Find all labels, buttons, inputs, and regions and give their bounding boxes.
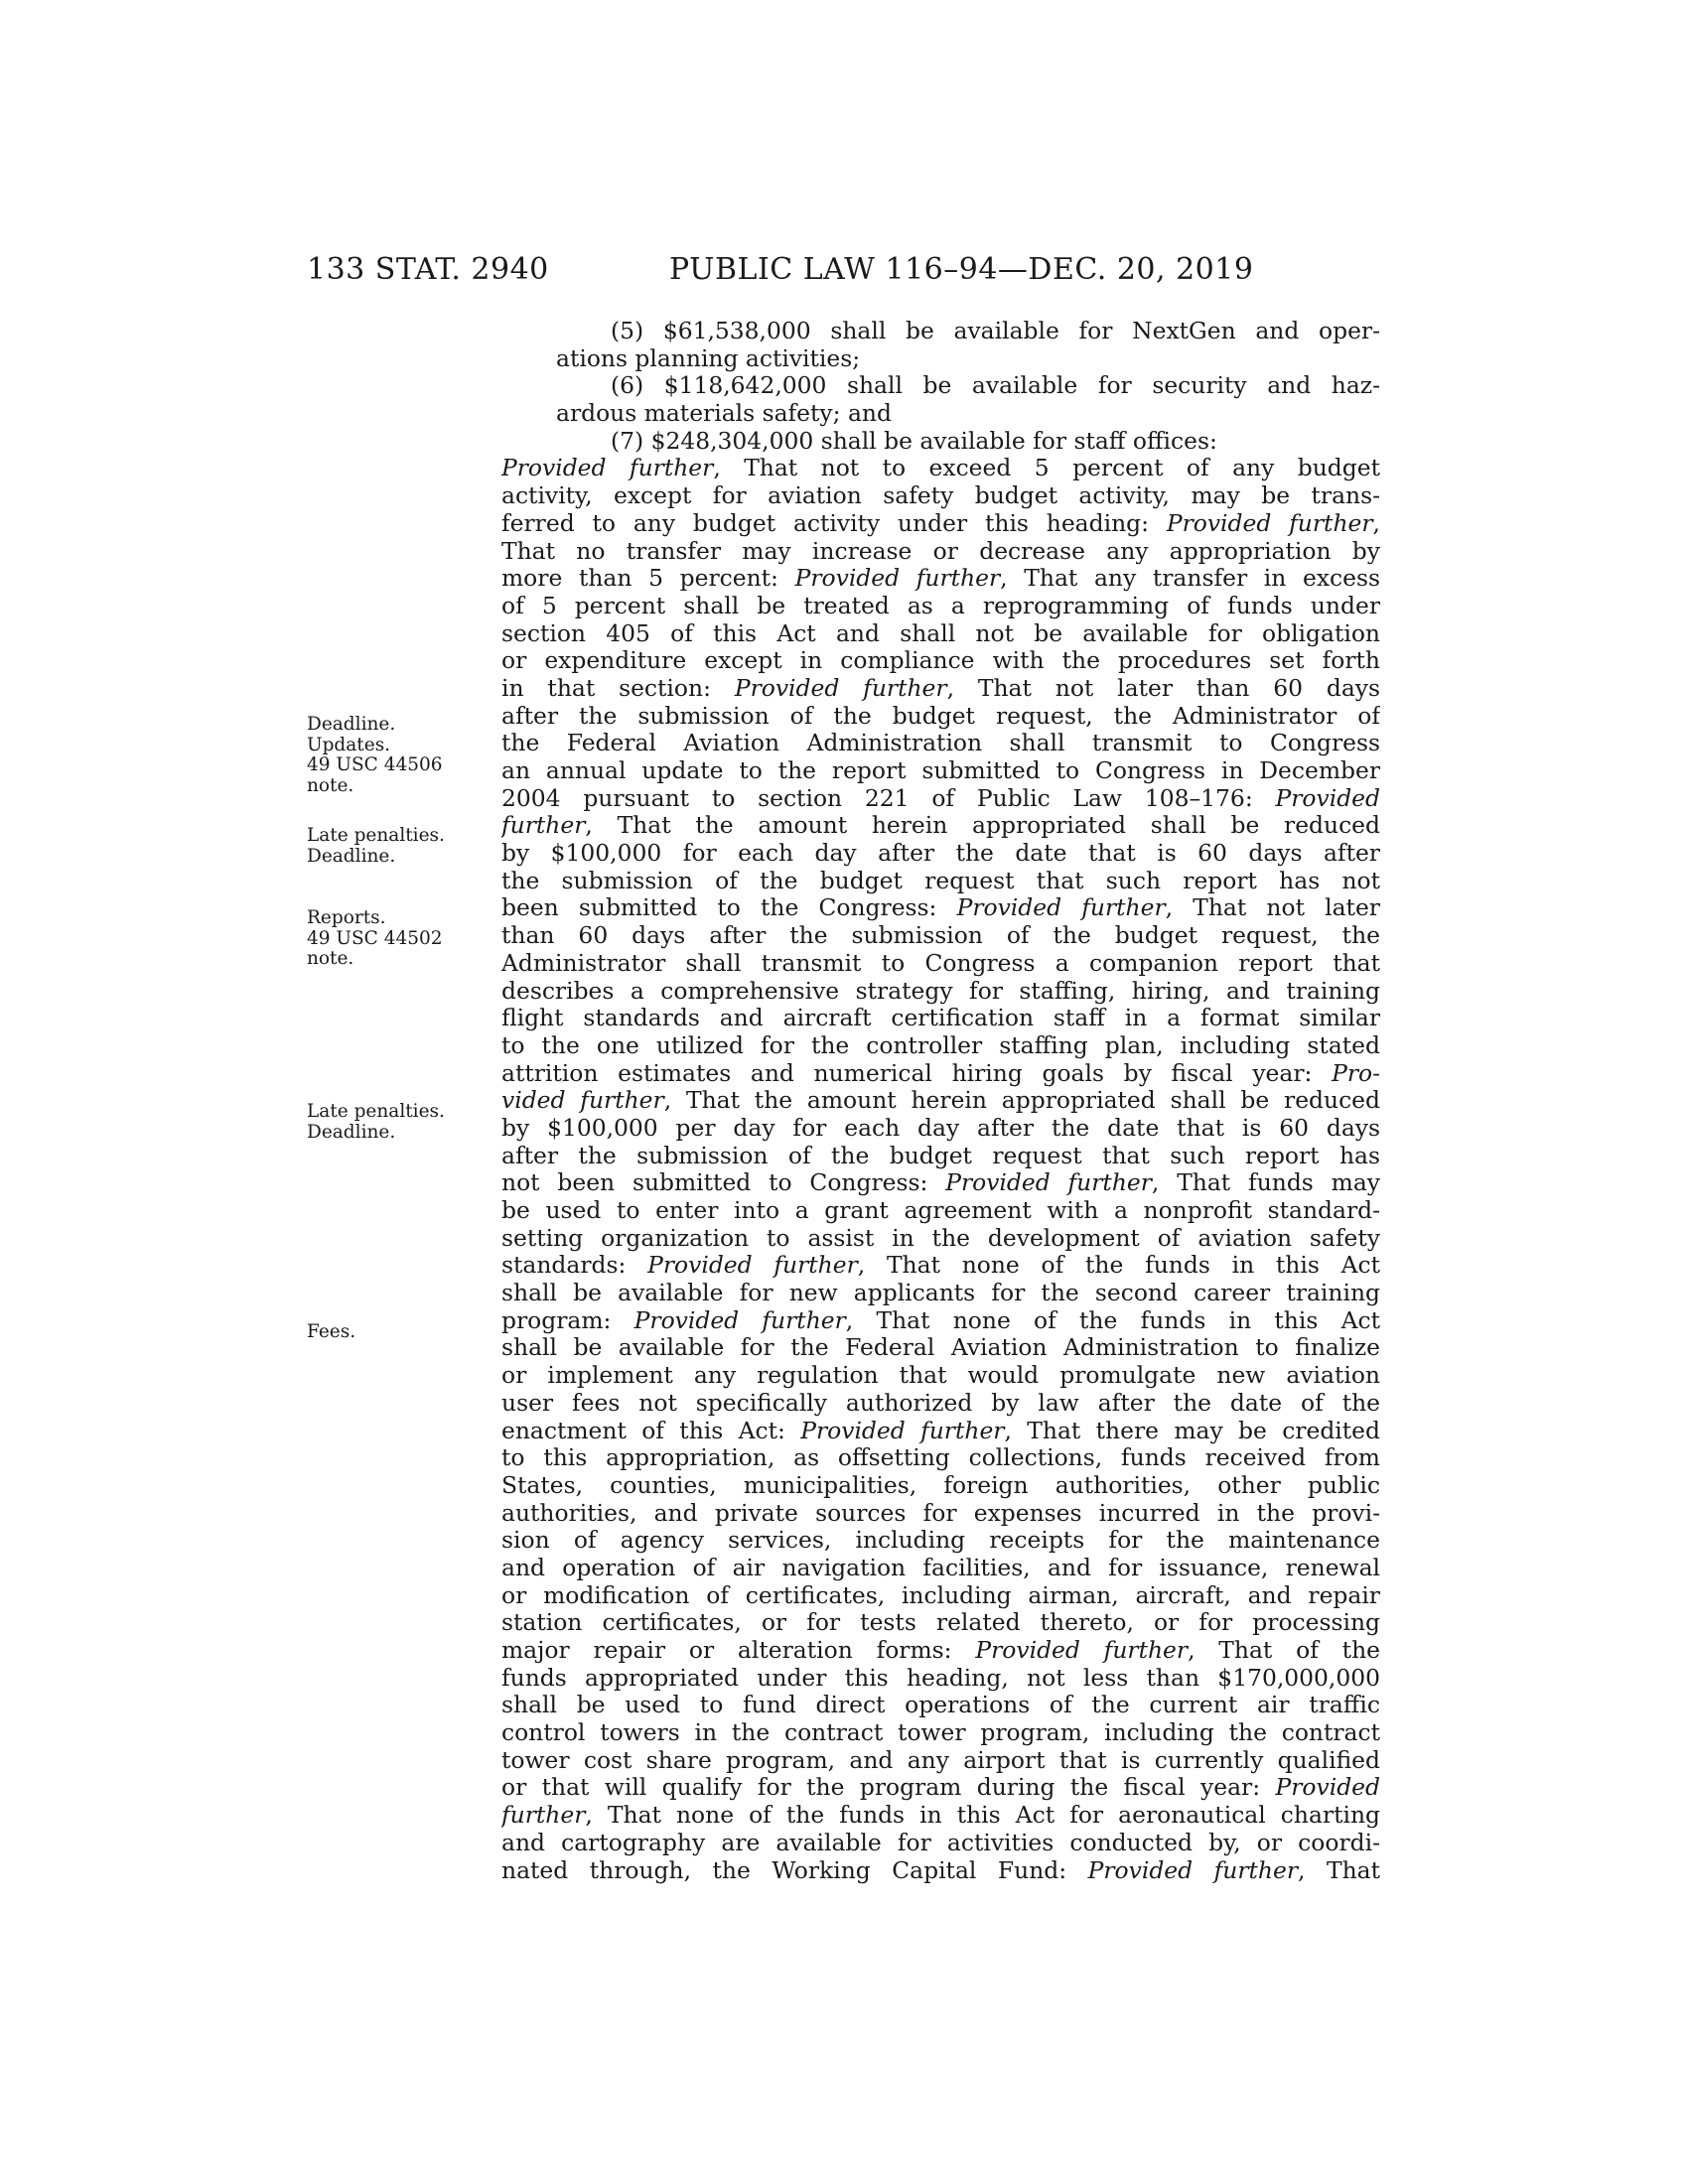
text-segment: Administrator shall transmit to Congress a companion report that — [501, 949, 1380, 977]
text-segment: authorities, and private sources for expenses incurred in the provi- — [501, 1499, 1380, 1527]
text-segment: , That — [1298, 1856, 1380, 1884]
italic-text: Provided further — [800, 1417, 1005, 1444]
margin-note — [307, 908, 443, 970]
text-segment: major repair or alteration forms: — [501, 1637, 976, 1664]
margin-note — [307, 1102, 445, 1143]
margin-note-line: 49 USC 44502 — [307, 927, 443, 949]
italic-text: Provided further — [633, 1306, 846, 1334]
text-line — [501, 1005, 1380, 1032]
text-segment: program: — [501, 1306, 634, 1334]
text-segment: nated through, the Working Capital Fund: — [501, 1856, 1088, 1884]
statute-page-number: 133 STAT. 2940 — [307, 252, 549, 287]
italic-text: Provided further — [1166, 509, 1373, 537]
text-segment: be used to enter into a grant agreement with a nonprofit standard- — [501, 1197, 1380, 1224]
text-segment: ations planning activities; — [556, 344, 861, 372]
text-line — [501, 1692, 1380, 1719]
text-segment: or that will qualify for the program during the fiscal year: — [501, 1774, 1276, 1802]
text-segment: an annual update to the report submitted to Congress in December — [501, 757, 1380, 784]
italic-text: Provided further — [647, 1252, 858, 1280]
text-segment: control towers in the contract tower program, including the contract — [501, 1719, 1380, 1747]
text-line — [501, 345, 1380, 373]
margin-note-line: Late penalties. — [307, 825, 445, 846]
text-line — [501, 593, 1380, 620]
text-line — [501, 1362, 1380, 1390]
page-running-head: PUBLIC LAW 116–94—DEC. 20, 2019 — [669, 252, 1254, 287]
text-segment: ardous materials safety; and — [556, 400, 892, 428]
text-segment: (6) $118,642,000 shall be available for security and haz- — [611, 372, 1380, 400]
text-line — [501, 868, 1380, 895]
text-line — [501, 1143, 1380, 1170]
text-segment: shall be used to fund direct operations of the current air traffic — [501, 1692, 1380, 1719]
text-line — [501, 1555, 1380, 1582]
italic-text: Provided further — [1087, 1856, 1299, 1884]
text-segment: after the submission of the budget request that such report has — [501, 1142, 1380, 1169]
text-segment: , That not later than 60 days — [946, 674, 1380, 702]
text-line — [501, 1830, 1380, 1857]
text-line — [501, 1500, 1380, 1528]
text-segment: (7) $248,304,000 shall be available for staff offices: — [611, 427, 1217, 455]
text-line — [501, 428, 1380, 456]
text-segment: or modification of certificates, including airman, aircraft, and repair — [501, 1581, 1380, 1609]
text-line — [501, 372, 1380, 400]
text-line — [501, 894, 1380, 922]
text-segment: flight standards and aircraft certification staff in a format similar — [501, 1005, 1380, 1032]
text-segment: , That none of the funds in this Act for aeronautical charting — [585, 1802, 1380, 1830]
margin-note-line: note. — [307, 774, 354, 796]
text-line — [501, 400, 1380, 428]
text-segment: more than 5 percent: — [501, 565, 795, 593]
italic-text: vided further — [501, 1087, 664, 1115]
italic-text: Provided — [1275, 1774, 1380, 1802]
text-segment: or implement any regulation that would promulgate new aviation — [501, 1362, 1380, 1390]
italic-text: further — [501, 812, 586, 840]
text-segment: to the one utilized for the controller staffing plan, including stated — [501, 1031, 1380, 1059]
text-segment: , — [1372, 509, 1380, 537]
text-line — [501, 620, 1380, 648]
text-segment: ferred to any budget activity under this heading: — [501, 509, 1167, 537]
text-line — [501, 1472, 1380, 1500]
text-segment: , That the amount herein appropriated shall be reduced — [585, 812, 1380, 840]
text-segment: by $100,000 for each day after the date that is 60 days after — [501, 840, 1380, 868]
text-segment: , That not later — [1165, 894, 1380, 922]
text-segment: shall be available for new applicants for the second career training — [501, 1280, 1380, 1307]
text-line — [501, 1115, 1380, 1143]
text-line — [501, 1637, 1380, 1665]
text-segment: , That none of the funds in this Act — [845, 1306, 1380, 1334]
text-segment: by $100,000 per day for each day after the date that is 60 days — [501, 1114, 1380, 1142]
italic-text: Provided further — [956, 894, 1166, 922]
text-segment: activity, except for aviation safety budget activity, may be trans- — [501, 482, 1380, 510]
text-segment: not been submitted to Congress: — [501, 1169, 946, 1197]
text-segment: describes a comprehensive strategy for staffing, hiring, and training — [501, 977, 1380, 1005]
text-line — [501, 1307, 1380, 1335]
text-segment: That no transfer may increase or decrease any appropriation by — [501, 537, 1380, 565]
margin-note-line: Reports. — [307, 907, 386, 928]
italic-text: Pro- — [1332, 1059, 1380, 1087]
text-segment: setting organization to assist in the development of aviation safety — [501, 1224, 1380, 1252]
text-segment: sion of agency services, including receipts for the maintenance — [501, 1527, 1380, 1555]
text-line — [501, 1418, 1380, 1445]
text-segment: States, counties, municipalities, foreign authorities, other public — [501, 1471, 1380, 1499]
text-segment: in that section: — [501, 674, 735, 702]
text-segment: station certificates, or for tests related thereto, or for processing — [501, 1609, 1380, 1637]
italic-text: Provided further — [501, 455, 714, 482]
margin-note-line: Deadline. — [307, 714, 396, 735]
text-line — [501, 922, 1380, 950]
italic-text: Provided further — [734, 674, 947, 702]
text-line — [501, 1169, 1380, 1197]
text-segment: funds appropriated under this heading, not less than $170,000,000 — [501, 1664, 1380, 1692]
text-line — [501, 1334, 1380, 1362]
margin-note — [307, 1322, 355, 1343]
text-line — [501, 1802, 1380, 1830]
italic-text: Provided further — [975, 1637, 1189, 1664]
text-line — [501, 1747, 1380, 1775]
text-line — [501, 1225, 1380, 1253]
margin-note — [307, 715, 443, 796]
text-segment: attrition estimates and numerical hiring goals by fiscal year: — [501, 1059, 1333, 1087]
text-segment: , That funds may — [1151, 1169, 1380, 1197]
text-segment: the Federal Aviation Administration shall transmit to Congress — [501, 730, 1380, 757]
italic-text: further — [501, 1802, 586, 1830]
margin-note-line: Deadline. — [307, 1121, 396, 1143]
text-line — [501, 482, 1380, 510]
text-segment: and operation of air navigation facilities, and for issuance, renewal — [501, 1554, 1380, 1581]
text-segment: , That there may be credited — [1004, 1417, 1380, 1444]
text-segment: of 5 percent shall be treated as a reprogramming of funds under — [501, 592, 1380, 619]
text-segment: than 60 days after the submission of the budget request, the — [501, 922, 1380, 950]
text-segment: 2004 pursuant to section 221 of Public Law 108–176: — [501, 784, 1276, 812]
text-line — [501, 1087, 1380, 1115]
text-segment: , That of the — [1188, 1637, 1380, 1664]
text-segment: , That not to exceed 5 percent of any budget — [713, 455, 1380, 482]
text-segment: enactment of this Act: — [501, 1417, 801, 1444]
text-line — [501, 1857, 1380, 1885]
text-line — [501, 1665, 1380, 1693]
text-line — [501, 1719, 1380, 1747]
margin-note-line: 49 USC 44506 — [307, 754, 443, 775]
text-line — [501, 1280, 1380, 1307]
text-line — [501, 785, 1380, 813]
text-line — [501, 538, 1380, 566]
text-line — [501, 1197, 1380, 1225]
text-line — [501, 1032, 1380, 1060]
margin-note-line: Late penalties. — [307, 1101, 445, 1122]
margin-note-line: Fees. — [307, 1321, 356, 1342]
text-line — [501, 1444, 1380, 1472]
text-segment: , That none of the funds in this Act — [857, 1252, 1380, 1280]
margin-note-line: Deadline. — [307, 845, 396, 867]
text-segment: shall be available for the Federal Aviation Administration to finalize — [501, 1334, 1380, 1362]
text-segment: section 405 of this Act and shall not be available for obligation — [501, 619, 1380, 647]
text-line — [501, 840, 1380, 868]
text-line — [501, 978, 1380, 1006]
text-line — [501, 1390, 1380, 1418]
text-line — [501, 1774, 1380, 1802]
text-line — [501, 1582, 1380, 1610]
text-segment: standards: — [501, 1252, 648, 1280]
italic-text: Provided further — [794, 565, 1001, 593]
margin-note-line: note. — [307, 948, 354, 969]
text-line — [501, 675, 1380, 703]
text-line — [501, 1609, 1380, 1637]
text-segment: tower cost share program, and any airport that is currently qualified — [501, 1746, 1380, 1774]
text-line — [501, 1060, 1380, 1088]
text-line — [501, 318, 1380, 345]
text-segment: (5) $61,538,000 shall be available for NextGen and oper- — [611, 318, 1380, 344]
text-line — [501, 950, 1380, 978]
text-segment: , That any transfer in excess — [1000, 565, 1380, 593]
margin-note — [307, 826, 445, 867]
text-segment: the submission of the budget request that such report has not — [501, 867, 1380, 894]
text-segment: and cartography are available for activities conducted by, or coordi- — [501, 1829, 1380, 1856]
text-line — [501, 647, 1380, 675]
text-line — [501, 703, 1380, 731]
text-segment: been submitted to the Congress: — [501, 894, 957, 922]
text-segment: after the submission of the budget request, the Administrator of — [501, 702, 1380, 730]
text-line — [501, 510, 1380, 538]
text-line — [501, 812, 1380, 840]
text-line — [501, 1252, 1380, 1280]
text-line — [501, 730, 1380, 757]
italic-text: Provided — [1275, 784, 1380, 812]
text-segment: or expenditure except in compliance with the procedures set forth — [501, 647, 1380, 675]
text-line — [501, 455, 1380, 482]
italic-text: Provided further — [945, 1169, 1152, 1197]
law-body-text — [501, 318, 1380, 1884]
text-segment: user fees not specifically authorized by law after the date of the — [501, 1389, 1380, 1417]
text-line — [501, 757, 1380, 785]
text-line — [501, 565, 1380, 593]
margin-note-line: Updates. — [307, 734, 391, 755]
text-segment: , That the amount herein appropriated shall be reduced — [663, 1087, 1380, 1115]
text-segment: to this appropriation, as offsetting collections, funds received from — [501, 1444, 1380, 1472]
text-line — [501, 1527, 1380, 1555]
